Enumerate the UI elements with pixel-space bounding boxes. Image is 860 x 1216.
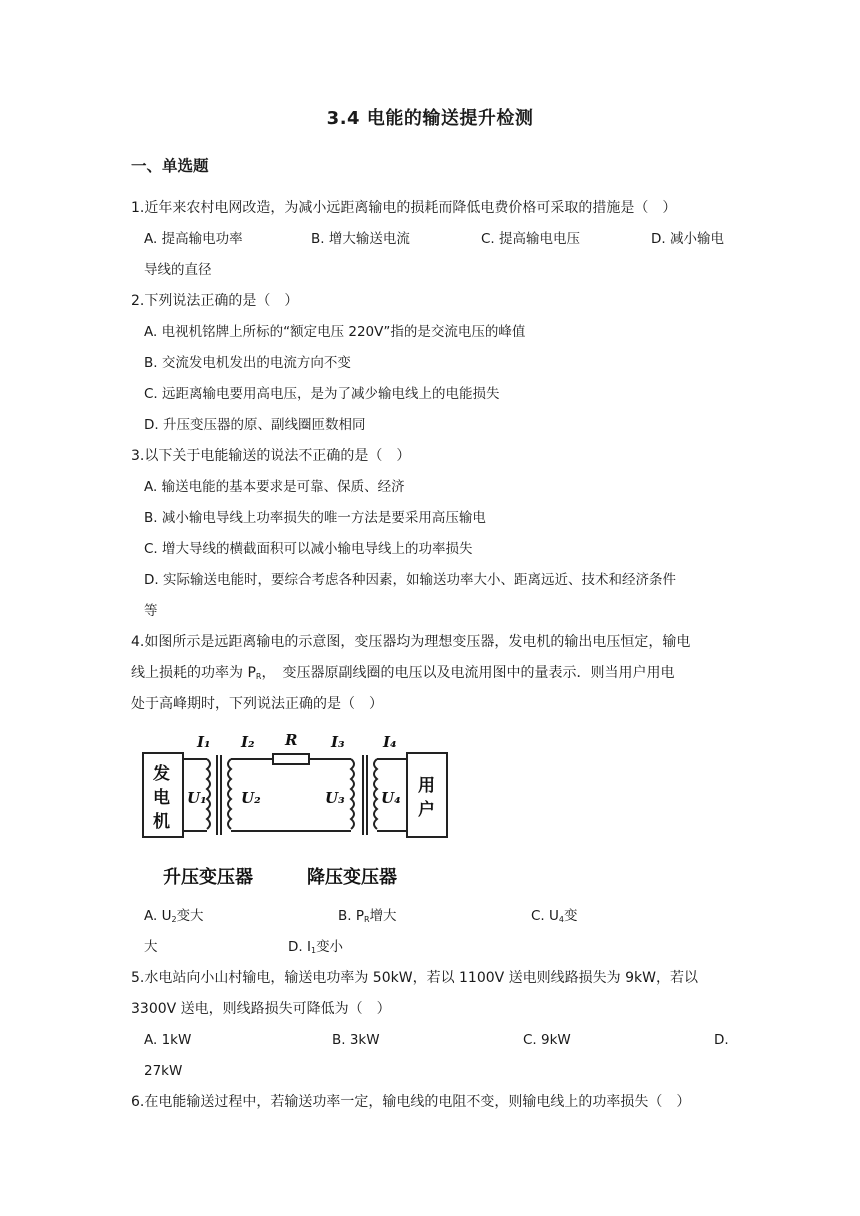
question-4-stem-line-1: 4.如图所示是远距离输电的示意图，变压器均为理想变压器，发电机的输出电压恒定，输电 bbox=[131, 634, 691, 650]
q5-option-d[interactable]: D. bbox=[714, 1032, 729, 1048]
q5-option-c[interactable]: C. 9kW bbox=[523, 1032, 571, 1048]
q4-option-b[interactable]: B. $P_R$增大 bbox=[338, 908, 397, 924]
q2-option-a[interactable]: A. 电视机铭牌上所标的“额定电压 220V”指的是交流电压的峰值 bbox=[144, 324, 526, 340]
generator-char-1: 发 bbox=[153, 764, 170, 784]
q1-option-b[interactable]: B. 增大输送电流 bbox=[311, 231, 410, 247]
q4-option-c-continued: 大 bbox=[144, 939, 158, 955]
generator-char-2: 电 bbox=[153, 788, 170, 808]
q3-option-c[interactable]: C. 增大导线的横截面积可以减小输电导线上的功率损失 bbox=[144, 541, 473, 557]
question-1-stem: 1.近年来农村电网改造，为减小远距离输电的损耗而降低电费价格可采取的措施是（ ） bbox=[131, 200, 677, 216]
q1-option-d[interactable]: D. 减小输电 bbox=[651, 231, 724, 247]
q2-option-c[interactable]: C. 远距离输电要用高电压，是为了减少输电线上的电能损失 bbox=[144, 386, 500, 402]
q4-option-c[interactable]: C. $U_4$变 bbox=[531, 908, 578, 924]
label-u1: U₁ bbox=[187, 789, 207, 807]
label-u3: U₃ bbox=[325, 789, 345, 807]
q5-option-a[interactable]: A. 1kW bbox=[144, 1032, 192, 1048]
label-u2: U₂ bbox=[241, 789, 261, 807]
step-up-transformer-label: 升压变压器 bbox=[163, 867, 253, 888]
user-char-2: 户 bbox=[418, 800, 435, 820]
label-i2: I₂ bbox=[241, 733, 255, 751]
q3-option-d[interactable]: D. 实际输送电能时，要综合考虑各种因素，如输送功率大小、距离远近、技术和经济条件 bbox=[144, 572, 676, 588]
q2-option-b[interactable]: B. 交流发电机发出的电流方向不变 bbox=[144, 355, 351, 371]
label-i3: I₃ bbox=[331, 733, 345, 751]
q1-option-a[interactable]: A. 提高输电功率 bbox=[144, 231, 243, 247]
question-4-stem-line-3: 处于高峰期时，下列说法正确的是（ ） bbox=[131, 696, 383, 712]
label-i4: I₄ bbox=[383, 733, 397, 751]
document-title: 3.4 电能的输送提升检测 bbox=[326, 108, 534, 129]
q3-option-a[interactable]: A. 输送电能的基本要求是可靠、保质、经济 bbox=[144, 479, 405, 495]
step-down-transformer-label: 降压变压器 bbox=[307, 867, 397, 888]
question-6-stem: 6.在电能输送过程中，若输送功率一定，输电线的电阻不变，则输电线上的功率损失（ ） bbox=[131, 1094, 691, 1110]
q3-option-b[interactable]: B. 减小输电导线上功率损失的唯一方法是要采用高压输电 bbox=[144, 510, 486, 526]
question-2-stem: 2.下列说法正确的是（ ） bbox=[131, 293, 299, 309]
q1-option-c[interactable]: C. 提高输电电压 bbox=[481, 231, 581, 247]
generator-char-3: 机 bbox=[153, 812, 170, 832]
label-u4: U₄ bbox=[381, 789, 401, 807]
label-r: R bbox=[285, 731, 298, 749]
user-char-1: 用 bbox=[418, 776, 435, 796]
question-3-stem: 3.以下关于电能输送的说法不正确的是（ ） bbox=[131, 448, 411, 464]
question-5-stem-line-2: 3300V 送电，则线路损失可降低为（ ） bbox=[131, 1001, 391, 1017]
label-i1: I₁ bbox=[197, 733, 211, 751]
power-transmission-diagram bbox=[131, 723, 461, 893]
question-4-stem-line-2: 线上损耗的功率为 $P_R$， 变压器原副线圈的电压以及电流用图中的量表示．则当用户用电 bbox=[131, 665, 675, 681]
question-5-stem-line-1: 5.水电站向小山村输电，输送电功率为 50kW，若以 1100V 送电则线路损失为 9kW，若以 bbox=[131, 970, 698, 986]
q5-option-b[interactable]: B. 3kW bbox=[332, 1032, 380, 1048]
q2-option-d[interactable]: D. 升压变压器的原、副线圈匝数相同 bbox=[144, 417, 366, 433]
section-heading: 一、单选题 bbox=[131, 157, 209, 175]
q1-option-d-continued: 导线的直径 bbox=[144, 262, 212, 278]
q4-option-a[interactable]: A. $U_2$变大 bbox=[144, 908, 204, 924]
q4-option-d[interactable]: D. $I_1$变小 bbox=[288, 939, 344, 955]
q3-option-d-continued: 等 bbox=[144, 603, 158, 619]
q5-option-d-continued: 27kW bbox=[144, 1063, 183, 1079]
